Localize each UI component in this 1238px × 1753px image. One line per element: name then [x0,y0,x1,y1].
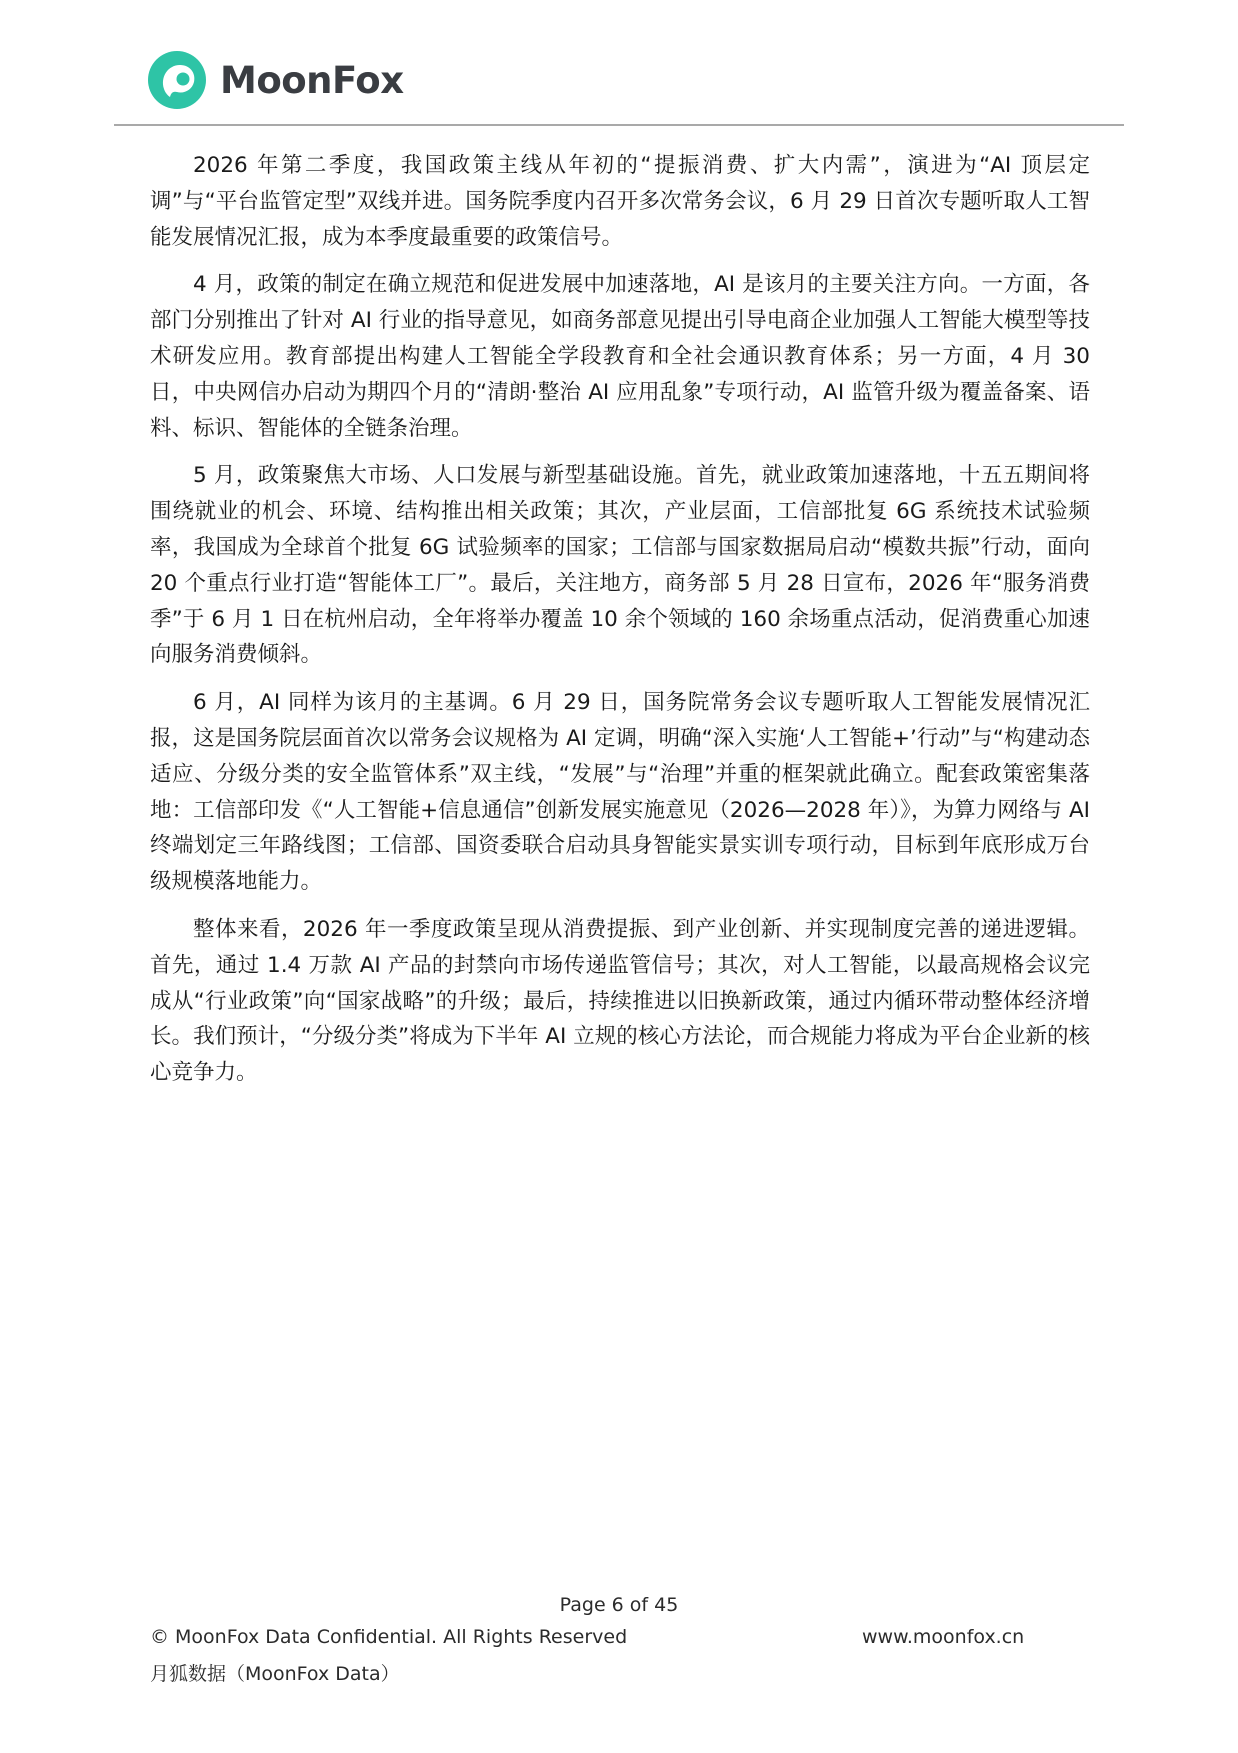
paragraph-overview: 2026 年第二季度，我国政策主线从年初的“提振消费、扩大内需”，演进为“AI 顶层定调”与“平台监管定型”双线并进。国务院季度内召开多次常务会议，6 月 29 日首次专题听取人工智能发展情况汇报，成为本季度最重要的政策信号。 [150,153,1090,250]
copyright-notice: © MoonFox Data Confidential. All Rights Reserved [150,1626,628,1648]
paragraph-june: 6 月，AI 同样为该月的主基调。6 月 29 日，国务院常务会议专题听取人工智能发展情况汇报，这是国务院层面首次以常务会议规格为 AI 定调，明确“深入实施‘人工智能+’行动”与“构建动态适应、分级分类的安全监管体系”双主线，“发展”与“治理”并重的框架就此确立。配套政策密集落地：工信部印发《“人工智能+信息通信”创新发展实施意见（2026—2028 年）》，为算力网络与 AI 终端划定三年路线图；工信部、国资委联合启动具身智能实景实训专项行动，目标到年底形成万台级规模落地能力。 [150,690,1090,895]
company-name: 月狐数据（MoonFox Data） [150,1663,400,1685]
brand-name: MoonFox [220,58,404,102]
moonfox-logo-icon [146,49,208,111]
header-divider [114,124,1124,126]
paragraph-summary: 整体来看，2026 年一季度政策呈现从消费提振、到产业创新、并实现制度完善的递进逻辑。首先，通过 1.4 万款 AI 产品的封禁向市场传递监管信号；其次，对人工智能，以最高规格会议完成从“行业政策”向“国家战略”的升级；最后，持续推进以旧换新政策，通过内循环带动整体经济增长。我们预计，“分级分类”将成为下半年 AI 立规的核心方法论，而合规能力将成为平台企业新的核心竞争力。 [150,916,1090,1086]
paragraph-may: 5 月，政策聚焦大市场、人口发展与新型基础设施。首先，就业政策加速落地，十五五期间将围绕就业的机会、环境、结构推出相关政策；其次，产业层面，工信部批复 6G 系统技术试验频率，我国成为全球首个批复 6G 试验频率的国家；工信部与国家数据局启动“模数共振”行动，面向 20 个重点行业打造“智能体工厂”。最后，关注地方，商务部 5 月 28 日宣布，2026 年“服务消费季”于 6 月 1 日在杭州启动，全年将举办覆盖 10 余个领域的 160 余场重点活动，促消费重心加速向服务消费倾斜。 [150,463,1090,668]
page-number: Page 6 of 45 [559,1594,679,1616]
document-body [150,148,1090,1103]
paragraph-april: 4 月，政策的制定在确立规范和促进发展中加速落地，AI 是该月的主要关注方向。一方面，各部门分别推出了针对 AI 行业的指导意见，如商务部意见提出引导电商企业加强人工智能大模型等技术研发应用。教育部提出构建人工智能全学段教育和全社会通识教育体系；另一方面，4 月 30 日，中央网信办启动为期四个月的“清朗·整治 AI 应用乱象”专项行动，AI 监管升级为覆盖备案、语料、标识、智能体的全链条治理。 [150,272,1090,441]
page-header [146,48,404,112]
website-link[interactable]: www.moonfox.cn [862,1626,1025,1648]
